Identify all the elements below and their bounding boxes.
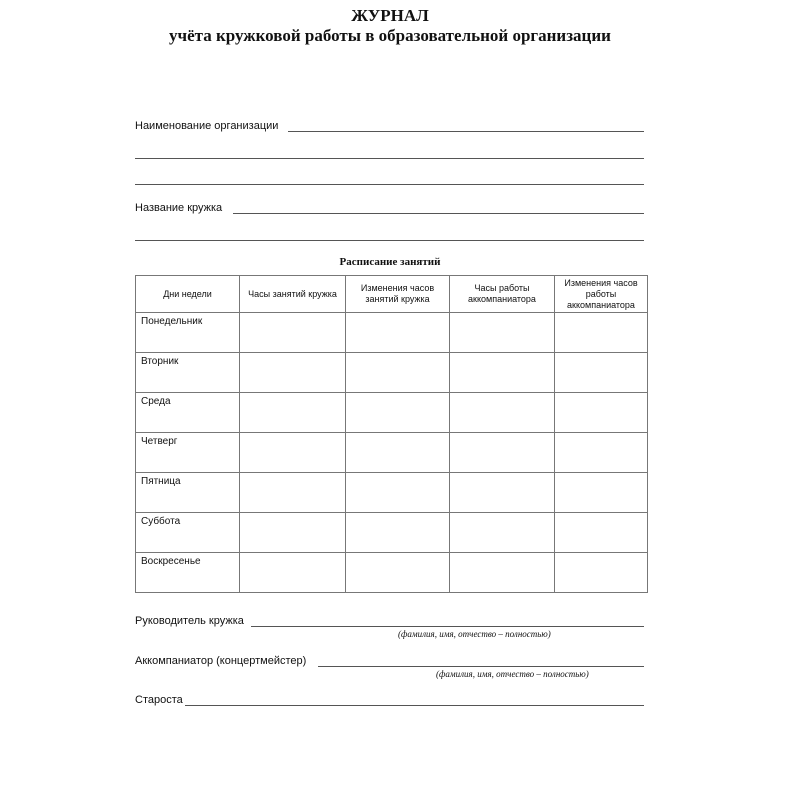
schedule-cell[interactable] (555, 553, 648, 593)
schedule-cell[interactable] (346, 513, 450, 553)
table-row (136, 433, 648, 473)
organization-line-3[interactable] (135, 184, 644, 185)
table-row (136, 353, 648, 393)
schedule-cell[interactable] (450, 353, 555, 393)
schedule-cell[interactable] (555, 473, 648, 513)
schedule-cell[interactable] (240, 473, 346, 513)
schedule-cell[interactable] (346, 553, 450, 593)
accompanist-line[interactable] (318, 666, 644, 667)
club-name-line[interactable] (233, 213, 644, 214)
leader-line[interactable] (251, 626, 644, 627)
header-accompanist-hours-changes: Изменения часов работы аккомпаниатора (555, 276, 648, 313)
schedule-cell[interactable] (450, 433, 555, 473)
organization-label: Наименование организации (135, 120, 279, 132)
day-cell: Пятница (136, 473, 240, 513)
schedule-cell[interactable] (450, 473, 555, 513)
schedule-cell[interactable] (240, 353, 346, 393)
schedule-cell[interactable] (555, 433, 648, 473)
schedule-cell[interactable] (346, 433, 450, 473)
schedule-cell[interactable] (346, 473, 450, 513)
club-name-line-2[interactable] (135, 240, 644, 241)
accompanist-label: Аккомпаниатор (концертмейстер) (135, 655, 307, 667)
club-name-label: Название кружка (135, 202, 223, 214)
day-cell: Суббота (136, 513, 240, 553)
leader-label: Руководитель кружка (135, 615, 244, 627)
organization-line[interactable] (288, 131, 644, 132)
schedule-cell[interactable] (450, 313, 555, 353)
schedule-cell[interactable] (555, 313, 648, 353)
header-club-hours: Часы занятий кружка (240, 276, 346, 313)
header-club-hours-changes: Изменения часов занятий кружка (346, 276, 450, 313)
table-row (136, 393, 648, 433)
schedule-cell[interactable] (450, 513, 555, 553)
header-days: Дни недели (136, 276, 240, 313)
journal-subtitle: учёта кружковой работы в образовательной организации (169, 26, 611, 45)
schedule-cell[interactable] (240, 393, 346, 433)
schedule-caption: Расписание занятий (339, 256, 441, 268)
schedule-cell[interactable] (346, 353, 450, 393)
schedule-cell[interactable] (555, 393, 648, 433)
table-row (136, 473, 648, 513)
day-cell: Четверг (136, 433, 240, 473)
leader-hint: (фамилия, имя, отчество – полностью) (398, 629, 551, 639)
schedule-cell[interactable] (240, 313, 346, 353)
schedule-cell[interactable] (346, 313, 450, 353)
monitor-line[interactable] (185, 705, 644, 706)
organization-line-2[interactable] (135, 158, 644, 159)
day-cell: Среда (136, 393, 240, 433)
schedule-cell[interactable] (450, 553, 555, 593)
day-cell: Вторник (136, 353, 240, 393)
header-accompanist-hours: Часы работы аккомпаниатора (450, 276, 555, 313)
accompanist-hint: (фамилия, имя, отчество – полностью) (436, 669, 589, 679)
schedule-cell[interactable] (240, 553, 346, 593)
schedule-cell[interactable] (450, 393, 555, 433)
schedule-cell[interactable] (240, 433, 346, 473)
schedule-cell[interactable] (240, 513, 346, 553)
schedule-table (135, 275, 648, 593)
table-row (136, 513, 648, 553)
table-row (136, 553, 648, 593)
day-cell: Понедельник (136, 313, 240, 353)
schedule-cell[interactable] (346, 393, 450, 433)
day-cell: Воскресенье (136, 553, 240, 593)
journal-title: ЖУРНАЛ (351, 6, 429, 25)
monitor-label: Староста (135, 694, 183, 706)
schedule-cell[interactable] (555, 353, 648, 393)
schedule-cell[interactable] (555, 513, 648, 553)
schedule-header-row (136, 276, 648, 313)
table-row (136, 313, 648, 353)
